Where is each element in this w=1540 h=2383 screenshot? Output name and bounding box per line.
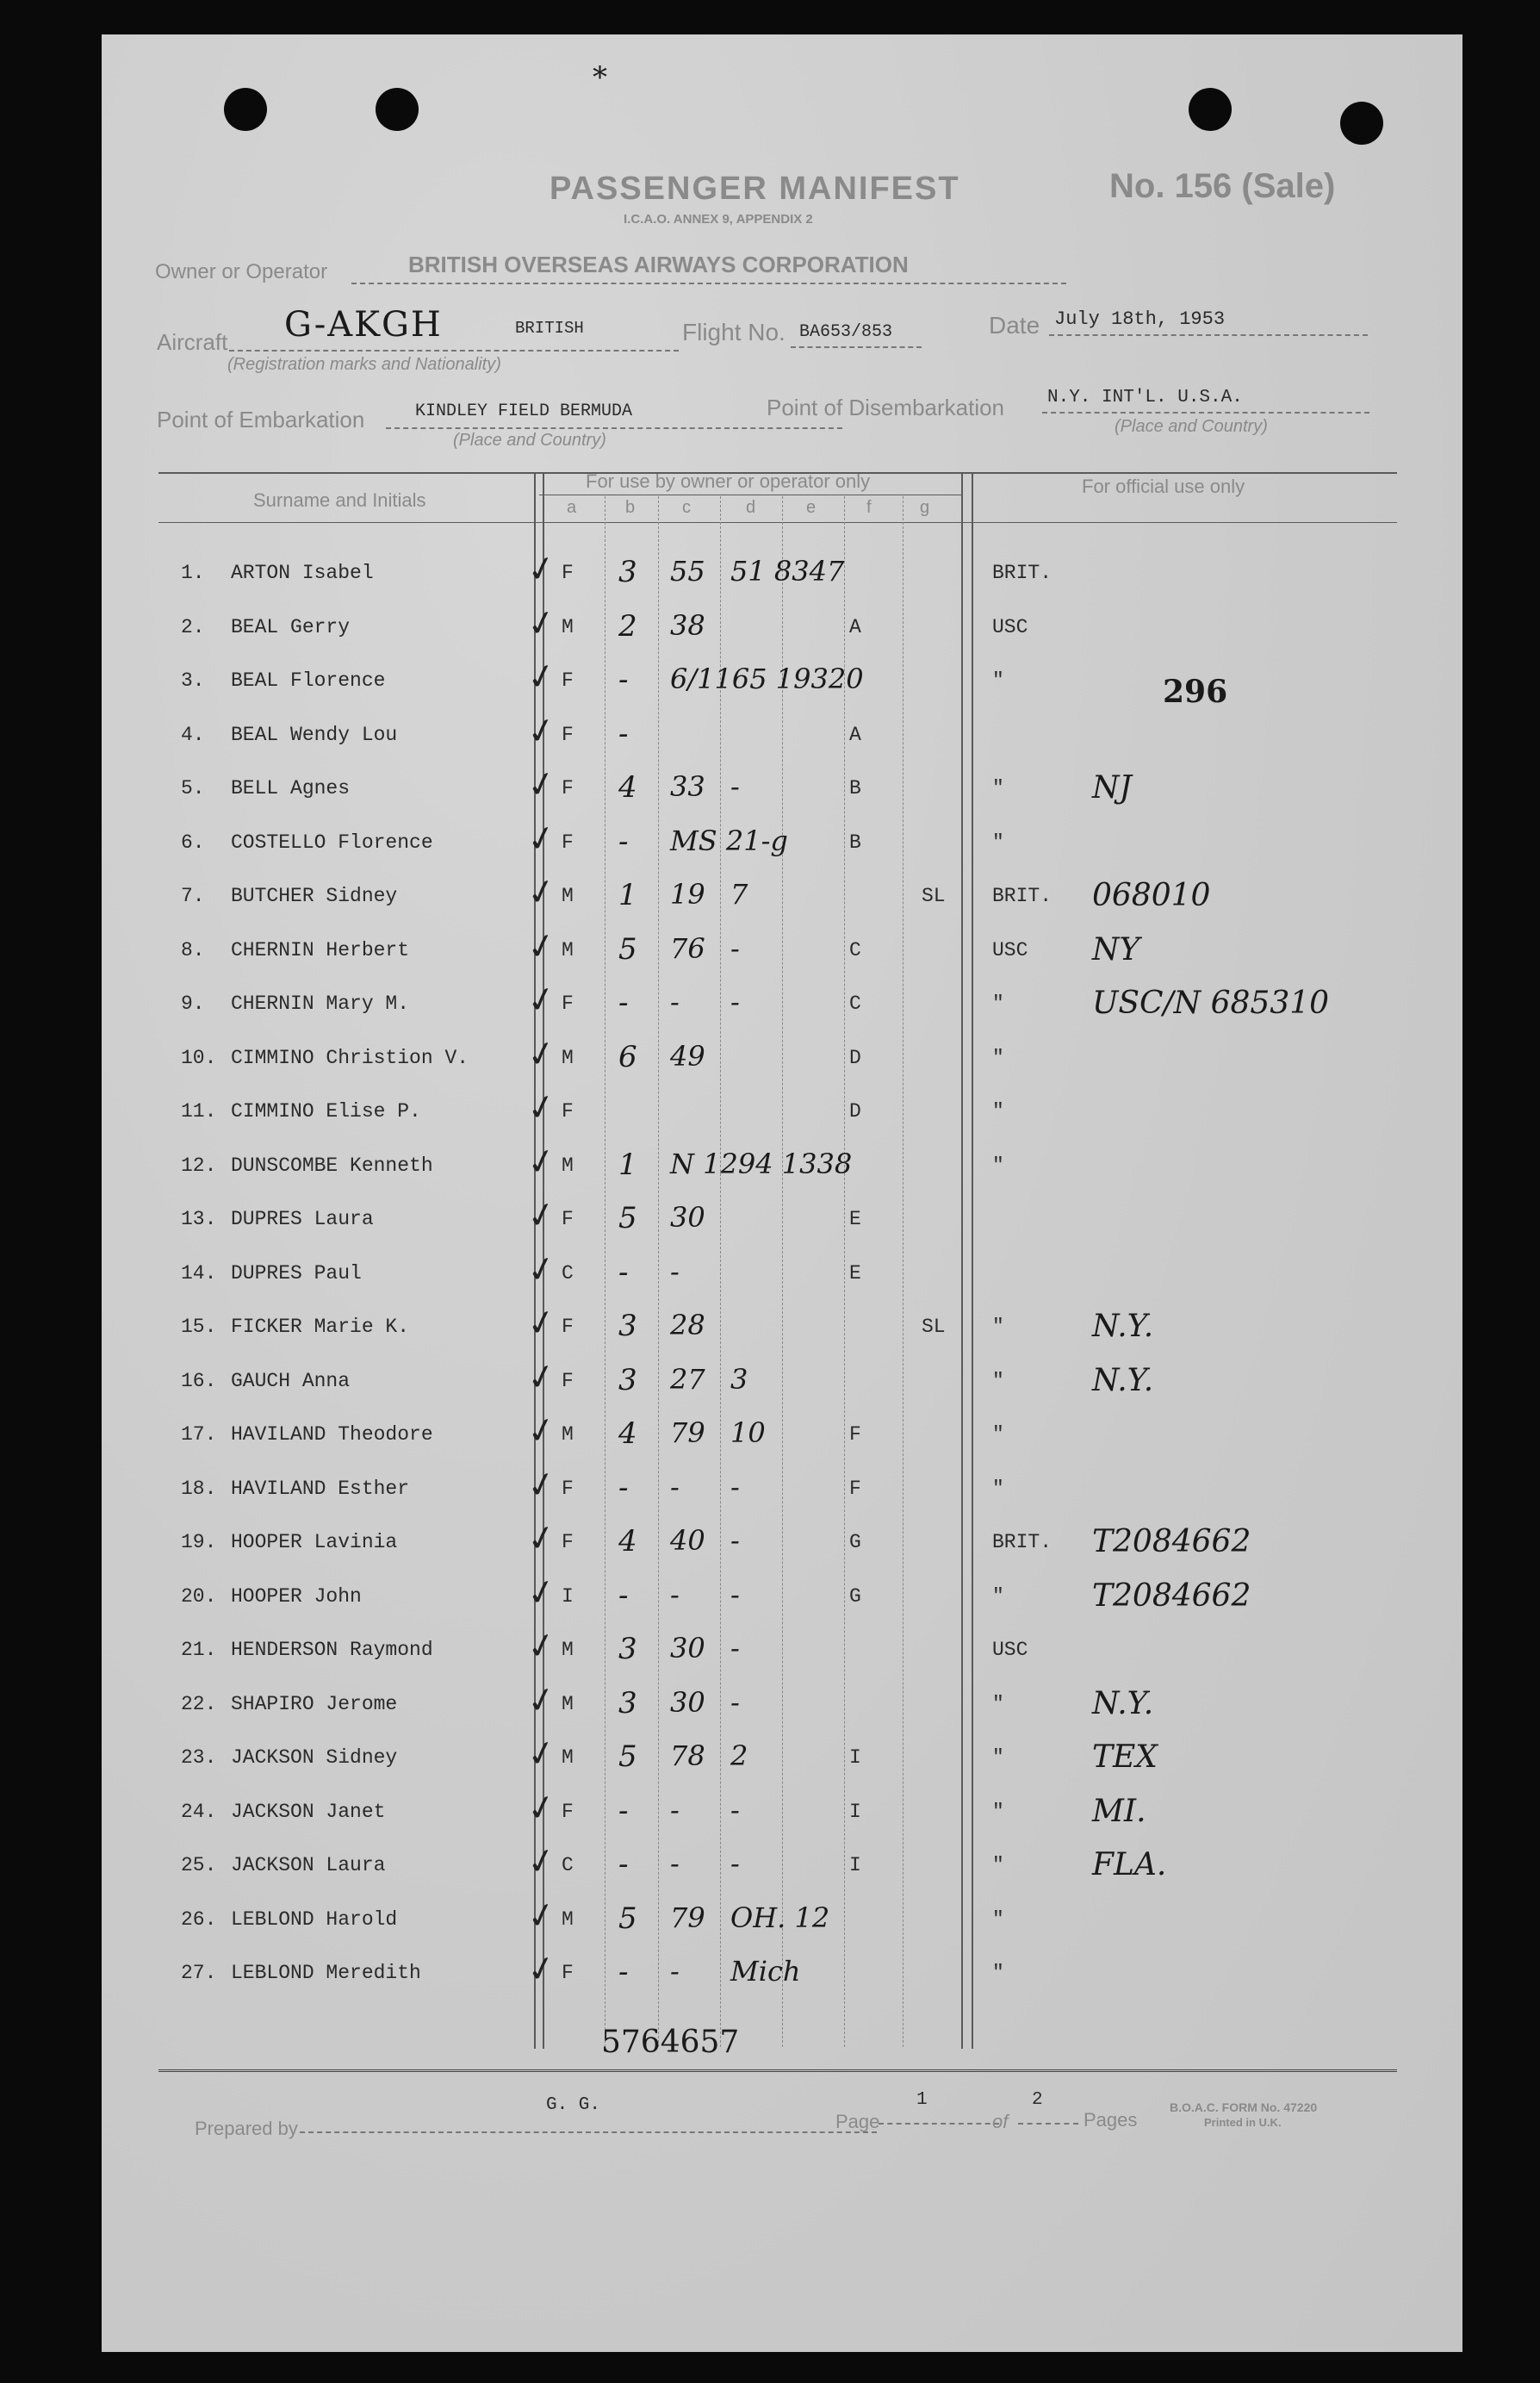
official-nationality: "	[992, 1154, 1004, 1177]
col-b-value: -	[618, 986, 629, 1020]
of-value: 2	[1032, 2090, 1043, 2110]
date-value: July 18th, 1953	[1054, 308, 1226, 330]
sex-code: M	[562, 1908, 574, 1931]
disembarkation-value: N.Y. INT'L. U.S.A.	[1047, 388, 1243, 408]
col-b-value: 5	[618, 1201, 637, 1235]
owner-label: Owner or Operator	[155, 260, 328, 283]
col-b-value: -	[618, 717, 629, 751]
row-number: 6.	[181, 831, 205, 854]
group-code: E	[849, 1262, 861, 1285]
official-nationality: "	[992, 777, 1004, 800]
column-letter: g	[920, 498, 930, 517]
passenger-name: JACKSON Sidney	[231, 1746, 398, 1769]
official-nationality: USC	[992, 616, 1028, 638]
col-c-value: 78	[670, 1739, 705, 1772]
col-c-value: MS 21-g	[670, 824, 788, 857]
official-handwritten: NJ	[1092, 770, 1132, 806]
check-mark-icon: ✓	[523, 1086, 560, 1130]
check-mark-icon: ✓	[523, 709, 560, 754]
col-c-value: N 1294 1338	[670, 1148, 853, 1180]
group-code: F	[849, 1478, 861, 1500]
check-mark-icon: ✓	[523, 1894, 560, 1938]
page-label: Page	[835, 2111, 880, 2132]
col-b-value: 5	[618, 1739, 637, 1774]
passenger-name: FICKER Marie K.	[231, 1316, 410, 1338]
sex-code: M	[562, 1693, 574, 1715]
col-b-value: 1	[618, 1148, 637, 1182]
sex-code: F	[562, 1316, 574, 1338]
pages-label: Pages	[1084, 2109, 1138, 2131]
sex-code: F	[562, 831, 574, 854]
official-nationality: "	[992, 831, 1004, 854]
group-code: B	[849, 831, 861, 854]
row-number: 8.	[181, 939, 205, 961]
row-number: 5.	[181, 777, 205, 800]
official-nationality: "	[992, 1746, 1004, 1769]
official-nationality: "	[992, 1370, 1004, 1392]
official-stamp-number: 296	[1163, 674, 1228, 710]
passenger-name: HAVILAND Theodore	[231, 1423, 433, 1446]
row-number: 20.	[181, 1585, 217, 1608]
col-d-value: -	[730, 986, 740, 1018]
aircraft-label: Aircraft	[157, 329, 228, 355]
official-nationality: BRIT.	[992, 1531, 1053, 1553]
col-d-value: Mich	[730, 1955, 801, 1988]
official-handwritten: TEX	[1092, 1739, 1158, 1775]
check-mark-icon: ✓	[523, 547, 560, 592]
col-owner-header: For use by owner or operator only	[586, 470, 871, 492]
official-nationality: "	[992, 992, 1004, 1015]
check-mark-icon: ✓	[523, 924, 560, 969]
passenger-name: BEAL Florence	[231, 669, 386, 692]
aircraft-nationality: BRITISH	[515, 319, 584, 338]
group-code: B	[849, 777, 861, 800]
row-number: 12.	[181, 1154, 217, 1177]
official-handwritten: USC/N 685310	[1092, 986, 1330, 1021]
embarkation-value: KINDLEY FIELD BERMUDA	[415, 401, 633, 421]
col-c-value: 40	[670, 1524, 705, 1557]
group-code: I	[849, 1801, 861, 1823]
official-handwritten: T2084662	[1092, 1524, 1251, 1559]
prepared-by-label: Prepared by	[195, 2118, 298, 2139]
check-mark-icon: ✓	[523, 1516, 560, 1561]
printed-note: Printed in U.K.	[1204, 2116, 1282, 2129]
group-code: C	[849, 992, 861, 1015]
sex-code: F	[562, 562, 574, 584]
row-number: 9.	[181, 992, 205, 1015]
sex-code: F	[562, 1370, 574, 1392]
row-number: 13.	[181, 1208, 217, 1230]
col-d-value: 3	[730, 1363, 748, 1396]
col-g-value: SL	[922, 885, 946, 907]
col-b-value: -	[618, 824, 629, 859]
official-handwritten: T2084662	[1092, 1578, 1251, 1614]
sex-code: M	[562, 1639, 574, 1661]
column-letter: b	[625, 498, 636, 517]
col-b-value: 4	[618, 1524, 637, 1559]
passenger-name: LEBLOND Meredith	[231, 1962, 421, 1984]
check-mark-icon: ✓	[523, 1947, 560, 1992]
date-label: Date	[989, 312, 1040, 339]
official-nationality: "	[992, 1962, 1004, 1984]
col-b-value: 3	[618, 1309, 637, 1343]
col-b-value: 5	[618, 1901, 637, 1936]
official-nationality: "	[992, 1478, 1004, 1500]
passenger-name: BUTCHER Sidney	[231, 885, 398, 907]
col-b-value: 6	[618, 1040, 637, 1074]
col-c-value: -	[670, 1471, 680, 1503]
col-b-value: -	[618, 1955, 629, 1989]
group-code: E	[849, 1208, 861, 1230]
column-letter: a	[567, 498, 577, 517]
col-b-value: 3	[618, 1632, 637, 1666]
check-mark-icon: ✓	[523, 1786, 560, 1831]
col-b-value: 4	[618, 1416, 637, 1451]
passenger-name: HOOPER John	[231, 1585, 362, 1608]
column-letter: c	[682, 498, 691, 517]
col-c-value: 27	[670, 1363, 705, 1396]
embarkation-label: Point of Embarkation	[157, 407, 365, 432]
official-handwritten: NY	[1092, 932, 1140, 968]
col-b-value: 3	[618, 1686, 637, 1720]
passenger-name: GAUCH Anna	[231, 1370, 351, 1392]
page-value: 1	[916, 2090, 928, 2110]
row-number: 11.	[181, 1100, 217, 1123]
prepared-by-value: G. G.	[546, 2095, 601, 2115]
row-number: 4.	[181, 724, 205, 746]
official-nationality: BRIT.	[992, 885, 1053, 907]
check-mark-icon: ✓	[523, 1140, 560, 1185]
passenger-name: CHERNIN Herbert	[231, 939, 410, 961]
check-mark-icon: ✓	[523, 1678, 560, 1723]
official-handwritten: N.Y.	[1092, 1686, 1154, 1721]
col-d-value: -	[730, 1632, 740, 1664]
col-d-value: -	[730, 770, 740, 803]
check-mark-icon: ✓	[523, 1301, 560, 1346]
col-c-value: 30	[670, 1201, 705, 1234]
col-d-value: -	[730, 1794, 740, 1826]
column-letter: e	[806, 498, 817, 517]
passenger-name: DUPRES Paul	[231, 1262, 362, 1285]
official-nationality: "	[992, 1423, 1004, 1446]
row-number: 24.	[181, 1801, 217, 1823]
col-d-value: 10	[730, 1416, 766, 1449]
sex-code: F	[562, 724, 574, 746]
col-c-value: -	[670, 1255, 680, 1288]
manifest-sheet	[102, 34, 1462, 2352]
passenger-name: BEAL Wendy Lou	[231, 724, 398, 746]
official-nationality: USC	[992, 1639, 1028, 1661]
row-number: 15.	[181, 1316, 217, 1338]
row-number: 22.	[181, 1693, 217, 1715]
check-mark-icon: ✓	[523, 762, 560, 807]
check-mark-icon: ✓	[523, 1355, 560, 1400]
col-d-value: -	[730, 932, 740, 965]
row-number: 7.	[181, 885, 205, 907]
col-b-value: 2	[618, 609, 637, 644]
check-mark-icon: ✓	[523, 817, 560, 862]
passenger-name: SHAPIRO Jerome	[231, 1693, 398, 1715]
check-mark-icon: ✓	[523, 1247, 560, 1292]
sex-code: F	[562, 1208, 574, 1230]
passenger-name: JACKSON Janet	[231, 1801, 386, 1823]
row-number: 23.	[181, 1746, 217, 1769]
column-total: 5764657	[601, 2025, 740, 2060]
row-number: 14.	[181, 1262, 217, 1285]
passenger-name: LEBLOND Harold	[231, 1908, 398, 1931]
column-letter: f	[866, 498, 872, 517]
col-c-value: 33	[670, 770, 705, 803]
sex-code: F	[562, 1478, 574, 1500]
official-nationality: "	[992, 1801, 1004, 1823]
punch-hole	[1189, 88, 1232, 131]
check-mark-icon: ✓	[523, 870, 560, 915]
sex-code: C	[562, 1854, 574, 1876]
col-c-value: -	[670, 1847, 680, 1880]
col-b-value: -	[618, 1255, 629, 1290]
group-code: A	[849, 616, 861, 638]
sex-code: M	[562, 1746, 574, 1769]
col-c-value: -	[670, 986, 680, 1018]
col-d-value: -	[730, 1524, 740, 1557]
col-c-value: 49	[670, 1040, 705, 1073]
manifest-subtitle: I.C.A.O. ANNEX 9, APPENDIX 2	[624, 212, 813, 227]
col-c-value: 38	[670, 609, 705, 642]
official-nationality: "	[992, 1585, 1004, 1608]
col-b-value: 1	[618, 878, 637, 912]
check-mark-icon: ✓	[523, 655, 560, 700]
row-number: 2.	[181, 616, 205, 638]
sex-code: F	[562, 992, 574, 1015]
owner-value: BRITISH OVERSEAS AIRWAYS CORPORATION	[408, 252, 909, 277]
sex-code: M	[562, 1423, 574, 1446]
row-number: 18.	[181, 1478, 217, 1500]
passenger-name: HAVILAND Esther	[231, 1478, 410, 1500]
group-code: D	[849, 1047, 861, 1069]
col-d-value: OH. 12	[730, 1901, 830, 1934]
passenger-name: COSTELLO Florence	[231, 831, 433, 854]
sex-code: I	[562, 1585, 574, 1608]
col-b-value: -	[618, 1847, 629, 1882]
sex-code: M	[562, 1047, 574, 1069]
check-mark-icon: ✓	[523, 1193, 560, 1238]
row-number: 19.	[181, 1531, 217, 1553]
check-mark-icon: ✓	[523, 978, 560, 1023]
check-mark-icon: ✓	[523, 601, 560, 646]
col-c-value: -	[670, 1578, 680, 1611]
col-b-value: -	[618, 663, 629, 697]
col-surname-header: Surname and Initials	[253, 489, 426, 511]
col-c-value: 6/1165 19320	[670, 663, 864, 695]
embarkation-note: (Place and Country)	[453, 431, 606, 450]
official-nationality: "	[992, 669, 1004, 692]
passenger-name: BEAL Gerry	[231, 616, 351, 638]
sex-code: M	[562, 939, 574, 961]
check-mark-icon: ✓	[523, 1032, 560, 1077]
group-code: I	[849, 1854, 861, 1876]
sex-code: M	[562, 885, 574, 907]
col-official-header: For official use only	[1082, 476, 1245, 497]
check-mark-icon: ✓	[523, 1571, 560, 1615]
official-handwritten: N.Y.	[1092, 1309, 1154, 1344]
col-c-value: 76	[670, 932, 705, 965]
official-handwritten: MI.	[1092, 1794, 1146, 1829]
passenger-name: DUPRES Laura	[231, 1208, 374, 1230]
passenger-name: CIMMINO Elise P.	[231, 1100, 421, 1123]
official-handwritten: FLA.	[1092, 1847, 1167, 1882]
of-label: of	[992, 2111, 1009, 2132]
row-number: 21.	[181, 1639, 217, 1661]
col-c-value: -	[670, 1794, 680, 1826]
col-b-value: 4	[618, 770, 637, 805]
sex-code: F	[562, 1801, 574, 1823]
flight-value: BA653/853	[799, 322, 893, 342]
sex-code: M	[562, 616, 574, 638]
sex-code: F	[562, 669, 574, 692]
col-c-value: 19	[670, 878, 705, 911]
aircraft-registration: G-AKGH	[284, 305, 443, 345]
punch-hole	[376, 88, 419, 131]
official-nationality: "	[992, 1047, 1004, 1069]
col-c-value: 55	[670, 555, 705, 588]
manifest-number: No. 156 (Sale)	[1109, 167, 1336, 205]
passenger-name: DUNSCOMBE Kenneth	[231, 1154, 433, 1177]
col-c-value: 30	[670, 1632, 705, 1664]
row-number: 16.	[181, 1370, 217, 1392]
sex-code: F	[562, 1531, 574, 1553]
col-d-value: 2	[730, 1739, 748, 1772]
col-b-value: -	[618, 1578, 629, 1613]
col-d-value: 51 8347	[730, 555, 845, 588]
top-scribble: *	[593, 60, 607, 95]
group-code: G	[849, 1585, 861, 1608]
official-nationality: "	[992, 1908, 1004, 1931]
check-mark-icon: ✓	[523, 1409, 560, 1453]
group-code: A	[849, 724, 861, 746]
passenger-name: CIMMINO Christion V.	[231, 1047, 469, 1069]
sex-code: F	[562, 1962, 574, 1984]
col-c-value: 28	[670, 1309, 705, 1341]
flight-label: Flight No.	[682, 319, 786, 345]
manifest-title: PASSENGER MANIFEST	[550, 171, 960, 207]
passenger-name: HOOPER Lavinia	[231, 1531, 398, 1553]
row-number: 17.	[181, 1423, 217, 1446]
col-d-value: -	[730, 1686, 740, 1719]
col-d-value: 7	[730, 878, 748, 911]
row-number: 25.	[181, 1854, 217, 1876]
col-g-value: SL	[922, 1316, 946, 1338]
row-number: 10.	[181, 1047, 217, 1069]
column-letter: d	[746, 498, 756, 517]
sex-code: F	[562, 1100, 574, 1123]
col-c-value: 79	[670, 1901, 705, 1934]
group-code: D	[849, 1100, 861, 1123]
col-d-value: -	[730, 1471, 740, 1503]
check-mark-icon: ✓	[523, 1624, 560, 1669]
col-c-value: 30	[670, 1686, 705, 1719]
passenger-name: JACKSON Laura	[231, 1854, 386, 1876]
group-code: F	[849, 1423, 861, 1446]
sex-code: M	[562, 1154, 574, 1177]
passenger-name: HENDERSON Raymond	[231, 1639, 433, 1661]
row-number: 1.	[181, 562, 205, 584]
passenger-name: CHERNIN Mary M.	[231, 992, 410, 1015]
col-c-value: -	[670, 1955, 680, 1988]
form-number: B.O.A.C. FORM No. 47220	[1170, 2100, 1318, 2114]
official-nationality: USC	[992, 939, 1028, 961]
col-b-value: 3	[618, 555, 637, 589]
official-nationality: "	[992, 1316, 1004, 1338]
passenger-name: ARTON Isabel	[231, 562, 374, 584]
col-d-value: -	[730, 1847, 740, 1880]
col-b-value: 3	[618, 1363, 637, 1397]
group-code: G	[849, 1531, 861, 1553]
sex-code: C	[562, 1262, 574, 1285]
check-mark-icon: ✓	[523, 1732, 560, 1776]
row-number: 27.	[181, 1962, 217, 1984]
passenger-name: BELL Agnes	[231, 777, 351, 800]
official-nationality: "	[992, 1693, 1004, 1715]
col-b-value: -	[618, 1794, 629, 1828]
sex-code: F	[562, 777, 574, 800]
row-number: 26.	[181, 1908, 217, 1931]
punch-hole	[224, 88, 267, 131]
check-mark-icon: ✓	[523, 1839, 560, 1884]
check-mark-icon: ✓	[523, 1463, 560, 1508]
row-number: 3.	[181, 669, 205, 692]
disembarkation-note: (Place and Country)	[1115, 417, 1268, 436]
col-b-value: -	[618, 1471, 629, 1505]
group-code: I	[849, 1746, 861, 1769]
official-handwritten: 068010	[1092, 878, 1211, 913]
official-nationality: BRIT.	[992, 562, 1053, 584]
col-b-value: 5	[618, 932, 637, 967]
aircraft-note: (Registration marks and Nationality)	[227, 355, 501, 374]
col-d-value: -	[730, 1578, 740, 1611]
official-nationality: "	[992, 1100, 1004, 1123]
disembarkation-label: Point of Disembarkation	[767, 395, 1005, 420]
official-nationality: "	[992, 1854, 1004, 1876]
group-code: C	[849, 939, 861, 961]
official-handwritten: N.Y.	[1092, 1363, 1154, 1398]
punch-hole	[1340, 102, 1383, 145]
col-c-value: 79	[670, 1416, 705, 1449]
